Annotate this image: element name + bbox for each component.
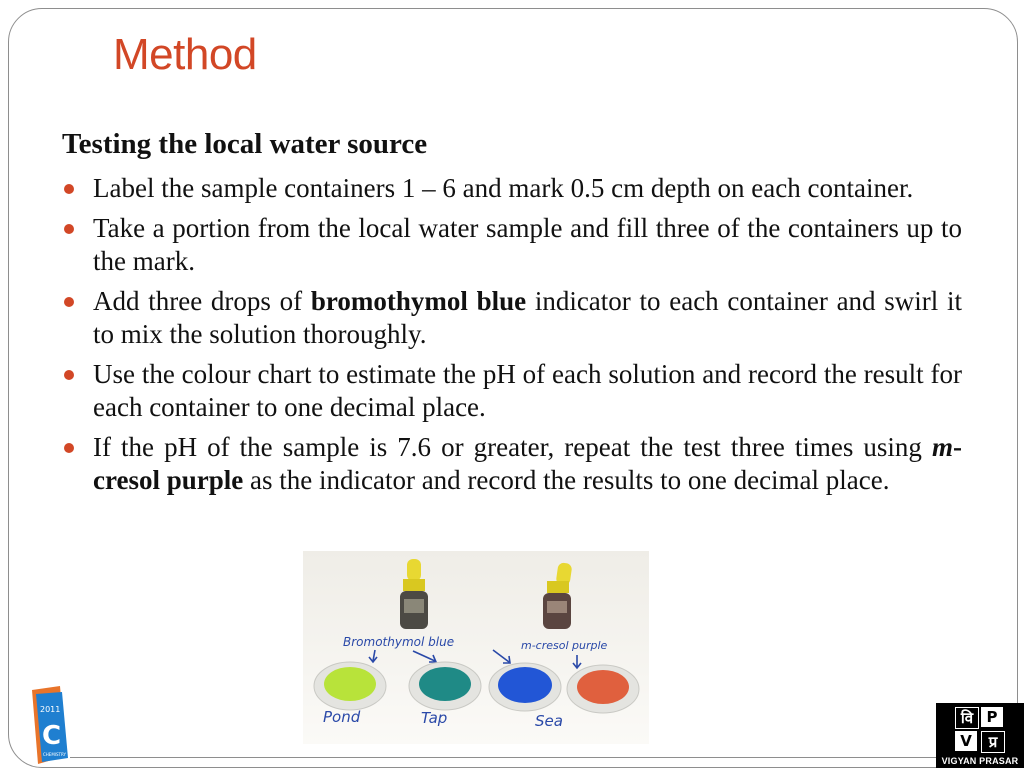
logo-year: 2011 — [40, 705, 61, 714]
dish-tap — [409, 662, 481, 710]
bottom-divider — [70, 757, 936, 758]
indicator-samples-illustration — [303, 551, 649, 744]
sea-label: Sea — [535, 712, 563, 730]
bullet-dot-icon — [64, 443, 74, 453]
method-step — [62, 212, 962, 278]
step-text-segment: Use the colour chart to estimate the pH of each solution and record the result for each container to one decimal place. — [93, 359, 962, 422]
step-text-segment: -cresol purple — [93, 432, 962, 495]
chemistry-year-logo — [26, 686, 74, 766]
dish-cresol — [567, 665, 639, 713]
method-step — [62, 172, 962, 205]
method-step — [62, 285, 962, 351]
vp-cell-2: P — [981, 707, 1003, 727]
dish-pond — [314, 662, 386, 710]
section-heading: Testing the local water source — [62, 128, 428, 160]
step-text-segment: Add three drops of — [93, 286, 311, 316]
slide-title: Method — [113, 30, 257, 79]
vp-cell-3: V — [955, 731, 977, 751]
bullet-dot-icon — [64, 184, 74, 194]
vigyan-prasar-logo — [936, 703, 1024, 768]
tap-label: Tap — [421, 709, 448, 727]
step-text-segment: m — [931, 432, 953, 462]
step-text-segment: If the pH of the sample is 7.6 or greater, repeat the test three times using — [93, 432, 932, 462]
method-steps-list — [62, 172, 962, 504]
pond-label: Pond — [323, 708, 361, 726]
step-text-segment: Label the sample containers 1 – 6 and mark 0.5 cm depth on each container. — [93, 173, 914, 203]
dish-sea — [489, 663, 561, 711]
bromothymol-label: Bromothymol blue — [343, 635, 455, 649]
step-text-segment: bromothymol blue — [310, 286, 527, 316]
logo-letter: C — [42, 721, 62, 751]
step-text-segment: indicator to each container and swirl it to mix the solution thoroughly. — [93, 286, 962, 349]
vp-cell-4: प्र — [981, 731, 1005, 753]
logo-word: CHEMISTRY — [43, 752, 66, 757]
bullet-dot-icon — [64, 297, 74, 307]
vp-cell-1: वि — [955, 707, 979, 729]
method-step — [62, 358, 962, 424]
cresol-label: m-cresol purple — [521, 639, 608, 652]
step-text-segment: as the indicator and record the results to one decimal place. — [243, 465, 890, 495]
step-text-segment: Take a portion from the local water sample and fill three of the containers up to the mark. — [93, 213, 962, 276]
indicator-samples-photo — [303, 551, 649, 744]
bullet-dot-icon — [64, 370, 74, 380]
bullet-dot-icon — [64, 224, 74, 234]
method-step — [62, 431, 962, 497]
vp-caption: VIGYAN PRASAR — [941, 756, 1019, 766]
